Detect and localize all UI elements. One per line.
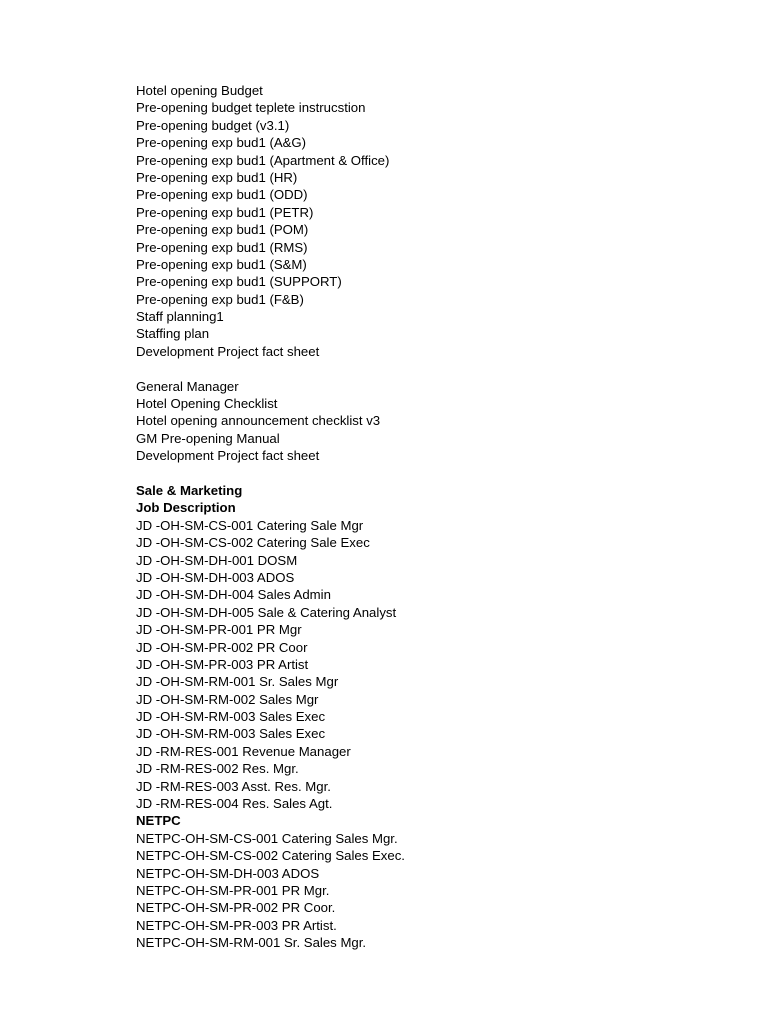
list-item: NETPC-OH-SM-PR-002 PR Coor. (136, 900, 336, 916)
list-item: JD -RM-RES-004 Res. Sales Agt. (136, 796, 333, 812)
list-item: JD -OH-SM-RM-003 Sales Exec (136, 726, 326, 742)
list-item: JD -OH-SM-DH-003 ADOS (136, 569, 295, 585)
list-item: Hotel Opening Checklist (136, 396, 278, 412)
subheading-netpc: NETPC (136, 813, 181, 829)
list-item: Pre-opening exp bud1 (POM) (136, 222, 309, 238)
list-item: Pre-opening exp bud1 (SUPPORT) (136, 274, 342, 290)
list-item: JD -OH-SM-PR-001 PR Mgr (136, 622, 302, 638)
list-item: Pre-opening exp bud1 (HR) (136, 169, 298, 185)
list-item: GM Pre-opening Manual (136, 430, 280, 446)
list-item: Pre-opening exp bud1 (Apartment & Office) (136, 152, 390, 168)
list-item: JD -OH-SM-PR-003 PR Artist (136, 656, 309, 672)
list-item: General Manager (136, 378, 239, 394)
list-item: Pre-opening exp bud1 (ODD) (136, 187, 308, 203)
list-item: JD -OH-SM-CS-002 Catering Sale Exec (136, 535, 370, 551)
list-item: Pre-opening budget teplete instrucstion (136, 100, 366, 116)
list-item: JD -OH-SM-PR-002 PR Coor (136, 639, 308, 655)
list-item: NETPC-OH-SM-RM-001 Sr. Sales Mgr. (136, 935, 367, 951)
list-item: NETPC-OH-SM-DH-003 ADOS (136, 865, 320, 881)
list-item: JD -OH-SM-DH-005 Sale & Catering Analyst (136, 604, 397, 620)
list-item: Pre-opening exp bud1 (F&B) (136, 291, 304, 307)
list-item: JD -OH-SM-DH-001 DOSM (136, 552, 298, 568)
list-item: Pre-opening exp bud1 (S&M) (136, 256, 307, 272)
list-item: Pre-opening exp bud1 (RMS) (136, 239, 308, 255)
list-item: JD -OH-SM-RM-002 Sales Mgr (136, 691, 319, 707)
list-item: Development Project fact sheet (136, 343, 320, 359)
list-item: NETPC-OH-SM-CS-001 Catering Sales Mgr. (136, 830, 398, 846)
subheading-job-description: Job Description (136, 500, 236, 516)
list-item: Pre-opening exp bud1 (PETR) (136, 204, 314, 220)
list-item: JD -OH-SM-RM-001 Sr. Sales Mgr (136, 674, 339, 690)
list-item: JD -RM-RES-002 Res. Mgr. (136, 761, 299, 777)
list-item: JD -RM-RES-001 Revenue Manager (136, 743, 351, 759)
list-item: JD -RM-RES-003 Asst. Res. Mgr. (136, 778, 331, 794)
list-item: Pre-opening exp bud1 (A&G) (136, 135, 307, 151)
section-heading-sales-marketing: Sale & Marketing (136, 482, 243, 498)
list-item: Staffing plan (136, 326, 210, 342)
list-item: NETPC-OH-SM-CS-002 Catering Sales Exec. (136, 848, 405, 864)
document-body (136, 82, 736, 952)
sales-marketing-list (136, 482, 736, 952)
list-item: Pre-opening budget (v3.1) (136, 117, 290, 133)
gm-list (136, 378, 736, 465)
list-item: NETPC-OH-SM-PR-001 PR Mgr. (136, 882, 330, 898)
list-item: Staff planning1 (136, 309, 224, 325)
list-item: Hotel opening announcement checklist v3 (136, 413, 381, 429)
list-item: NETPC-OH-SM-PR-003 PR Artist. (136, 917, 337, 933)
budget-list (136, 82, 736, 360)
list-item: JD -OH-SM-CS-001 Catering Sale Mgr (136, 517, 364, 533)
list-item: JD -OH-SM-RM-003 Sales Exec (136, 709, 326, 725)
list-item: Hotel opening Budget (136, 83, 263, 98)
list-item: Development Project fact sheet (136, 448, 320, 464)
list-item: JD -OH-SM-DH-004 Sales Admin (136, 587, 331, 603)
